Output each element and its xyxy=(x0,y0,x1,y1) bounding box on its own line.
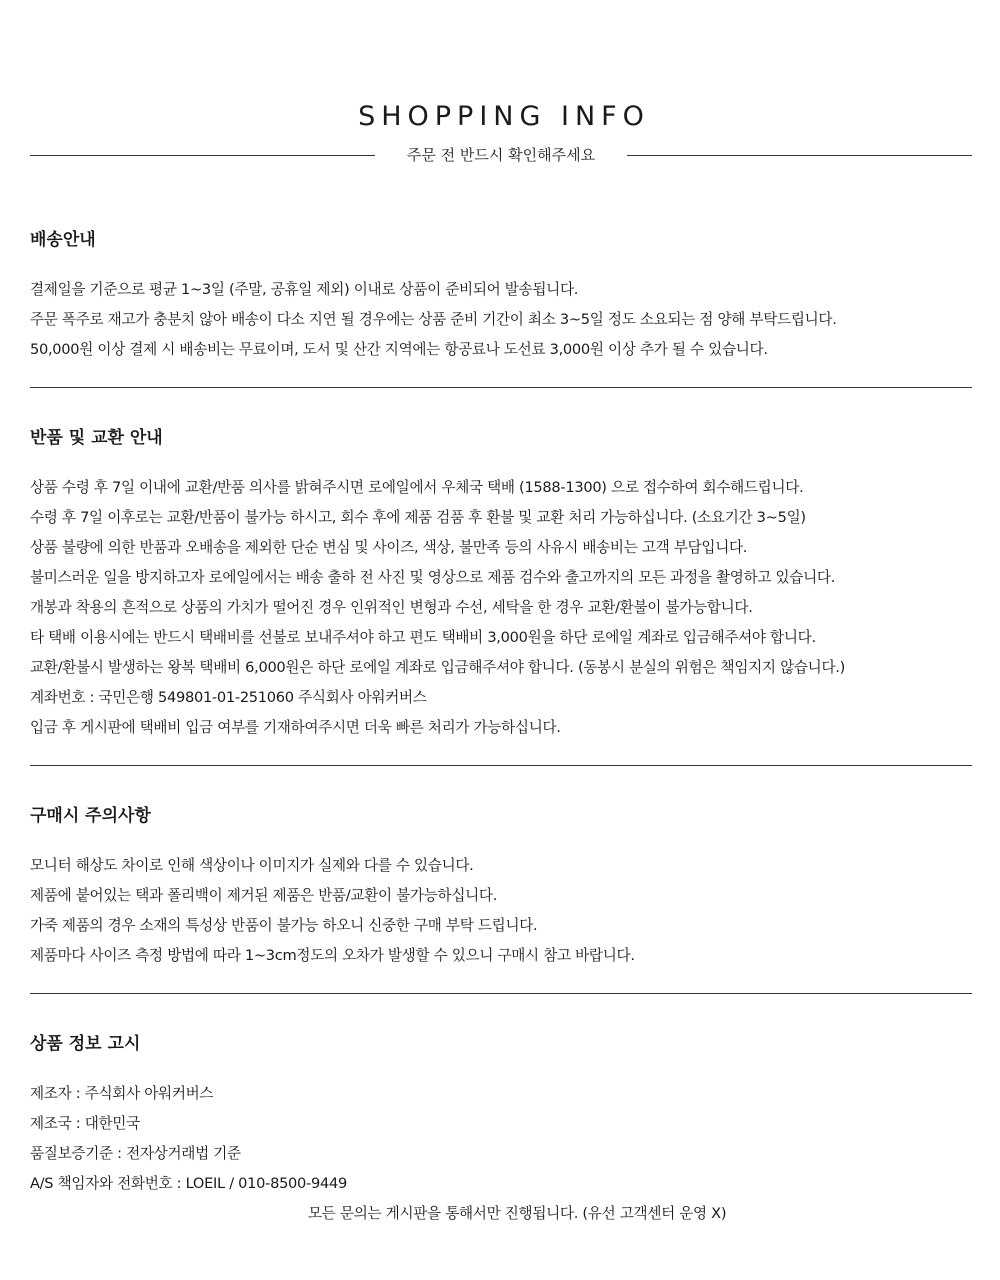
list-item: 상품 수령 후 7일 이내에 교환/반품 의사를 밝혀주시면 로에일에서 우체국 택배 (1588-1300) 으로 접수하여 회수해드립니다. xyxy=(30,479,804,496)
section-lines xyxy=(30,473,972,743)
list-item: 입금 후 게시판에 택배비 입금 여부를 기재하여주시면 더욱 빠른 처리가 가능하십니다. xyxy=(30,719,561,736)
list-item: 제조국 : 대한민국 xyxy=(30,1115,140,1132)
list-item: 제품마다 사이즈 측정 방법에 따라 1~3cm정도의 오차가 발생할 수 있으니 구매시 참고 바랍니다. xyxy=(30,947,635,964)
list-item: 품질보증기준 : 전자상거래법 기준 xyxy=(30,1145,241,1162)
list-item: 교환/환불시 발생하는 왕복 택배비 6,000원은 하단 로에일 계좌로 입금해주셔야 합니다. (동봉시 분실의 위험은 책임지지 않습니다.) xyxy=(30,659,845,676)
list-item: 모니터 해상도 차이로 인해 색상이나 이미지가 실제와 다를 수 있습니다. xyxy=(30,857,474,874)
section-lines xyxy=(30,275,972,365)
list-item: 타 택배 이용시에는 반드시 택배비를 선불로 보내주셔야 하고 편도 택배비 3,000원을 하단 로에일 계좌로 입금해주셔야 합니다. xyxy=(30,629,816,646)
list-item: 제조자 : 주식회사 아워커버스 xyxy=(30,1085,214,1102)
list-item: 개봉과 착용의 흔적으로 상품의 가치가 떨어진 경우 인위적인 변형과 수선, 세탁을 한 경우 교환/환불이 불가능합니다. xyxy=(30,599,753,616)
shopping-info-page xyxy=(30,0,972,1251)
inquiry-notice: 모든 문의는 게시판을 통해서만 진행됩니다. (유선 고객센터 운영 X) xyxy=(308,1205,727,1222)
page-title: SHOPPING INFO xyxy=(358,101,650,132)
list-item: 결제일을 기준으로 평균 1~3일 (주말, 공휴일 제외) 이내로 상품이 준비되어 발송됩니다. xyxy=(30,281,579,298)
list-item: 상품 불량에 의한 반품과 오배송을 제외한 단순 변심 및 사이즈, 색상, 불만족 등의 사유시 배송비는 고객 부담입니다. xyxy=(30,539,748,556)
section-title: 상품 정보 고시 xyxy=(30,1034,141,1054)
list-item: 50,000원 이상 결제 시 배송비는 무료이며, 도서 및 산간 지역에는 항공료나 도선료 3,000원 이상 추가 될 수 있습니다. xyxy=(30,341,768,358)
list-item: 수령 후 7일 이후로는 교환/반품이 불가능 하시고, 회수 후에 제품 검품 후 환불 및 교환 처리 가능하십니다. (소요기간 3~5일) xyxy=(30,509,806,526)
section-title: 배송안내 xyxy=(30,230,96,250)
page-header xyxy=(30,0,972,190)
section-lines xyxy=(30,851,972,971)
header-divider-left xyxy=(30,155,375,156)
list-item: 불미스러운 일을 방지하고자 로에일에서는 배송 출하 전 사진 및 영상으로 제품 검수와 출고까지의 모든 과정을 촬영하고 있습니다. xyxy=(30,569,836,586)
section-purchase-notice xyxy=(30,766,972,994)
section-lines xyxy=(30,1079,972,1229)
section-shipping xyxy=(30,190,972,388)
section-title: 구매시 주의사항 xyxy=(30,806,151,826)
page-subtitle: 주문 전 반드시 확인해주세요 xyxy=(406,146,596,164)
section-title: 반품 및 교환 안내 xyxy=(30,428,163,448)
page-subtitle-row xyxy=(30,143,972,167)
section-product-info xyxy=(30,994,972,1251)
list-item: 주문 폭주로 재고가 충분치 않아 배송이 다소 지연 될 경우에는 상품 준비 기간이 최소 3~5일 정도 소요되는 점 양해 부탁드립니다. xyxy=(30,311,837,328)
list-item: A/S 책임자와 전화번호 : LOEIL / 010-8500-9449 xyxy=(30,1175,347,1192)
list-item: 계좌번호 : 국민은행 549801-01-251060 주식회사 아워커버스 xyxy=(30,689,427,706)
section-return-exchange xyxy=(30,388,972,766)
list-item: 제품에 붙어있는 택과 폴리백이 제거된 제품은 반품/교환이 불가능하십니다. xyxy=(30,887,498,904)
header-divider-right xyxy=(627,155,972,156)
list-item: 가죽 제품의 경우 소재의 특성상 반품이 불가능 하오니 신중한 구매 부탁 드립니다. xyxy=(30,917,538,934)
